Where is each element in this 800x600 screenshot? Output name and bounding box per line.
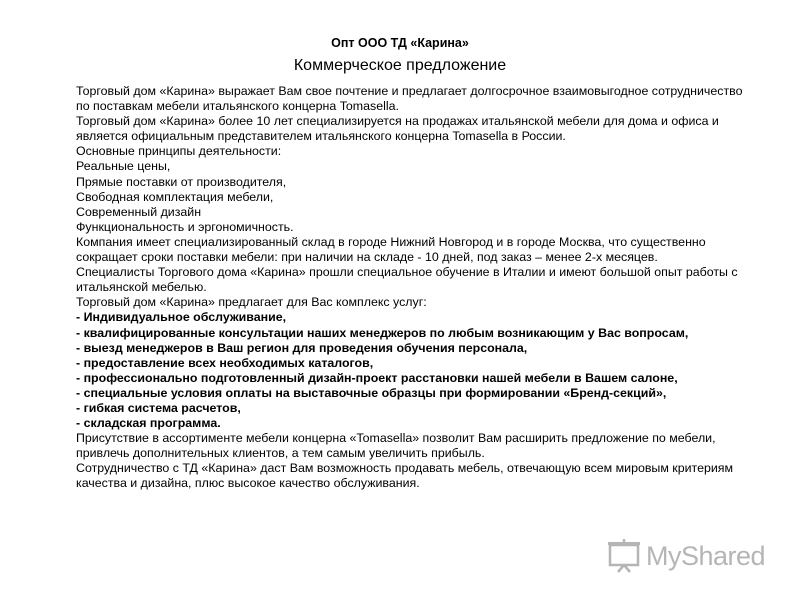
document-title: Коммерческое предложение — [293, 57, 507, 74]
service-item: - специальные условия оплаты на выставочные образцы при формировании «Бренд-секций», — [76, 385, 667, 400]
service-item: - предоставление всех необходимых каталогов, — [76, 355, 374, 370]
service-item: - складская программа. — [76, 416, 221, 431]
paragraph-principles-heading: Основные принципы деятельности: — [76, 144, 282, 159]
projector-screen-icon — [606, 539, 642, 573]
organization-title: Опт ООО ТД «Карина» — [331, 36, 469, 50]
watermark-text: MyShared — [646, 540, 766, 571]
service-item: - выезд менеджеров в Ваш регион для проведения обучения персонала, — [76, 340, 528, 355]
principle-item: Современный дизайн — [76, 204, 202, 219]
paragraph-intro: Торговый дом «Карина» выражает Вам свое почтение и предлагает долгосрочное взаимовыгодное сотрудничество по поставкам мебели итальянского концерна Tomasella. — [76, 84, 743, 114]
paragraph-services-heading: Торговый дом «Карина» предлагает для Вас комплекс услуг: — [76, 295, 427, 310]
paragraph-assortment: Присутствие в ассортименте мебели концерна «Tomasella» позволит Вам расширить предложение по мебели, привлечь дополнительных клиентов, а тем самым увеличить прибыль. — [76, 431, 716, 461]
principle-item: Свободная комплектация мебели, — [76, 189, 274, 204]
paragraph-specialization: Торговый дом «Карина» более 10 лет специализируется на продажах итальянской мебели для дома и офиса и является официальным представителем итальянского концерна Tomasella в России. — [76, 114, 719, 144]
paragraph-cooperation: Сотрудничество с ТД «Карина» даст Вам возможность продавать мебель, отвечающую всем мировым критериям качества и дизайна, плюс высокое качество обслуживания. — [76, 461, 733, 491]
service-item: - профессионально подготовленный дизайн-проект расстановки нашей мебели в Вашем салоне, — [76, 370, 678, 385]
service-item: - Индивидуальное обслуживание, — [76, 310, 287, 325]
principle-item: Прямые поставки от производителя, — [76, 174, 287, 189]
service-item: - гибкая система расчетов, — [76, 400, 241, 415]
paragraph-warehouse: Компания имеет специализированный склад в городе Нижний Новгород и в городе Москва, что существенно сокращает сроки поставки мебели: при наличии на складе - 10 дней, под заказ – менее 2-х месяцев. — [76, 234, 706, 265]
paragraph-specialists: Специалисты Торгового дома «Карина» прошли специальное обучение в Италии и имеют большой опыт работы с итальянской мебелью. — [76, 265, 738, 295]
document-body — [76, 84, 756, 492]
principle-item: Реальные цены, — [76, 159, 171, 174]
myshared-watermark — [606, 536, 766, 576]
principle-item: Функциональность и эргономичность. — [76, 219, 294, 234]
service-item: - квалифицированные консультации наших менеджеров по любым возникающим у Вас вопросам, — [76, 325, 689, 340]
